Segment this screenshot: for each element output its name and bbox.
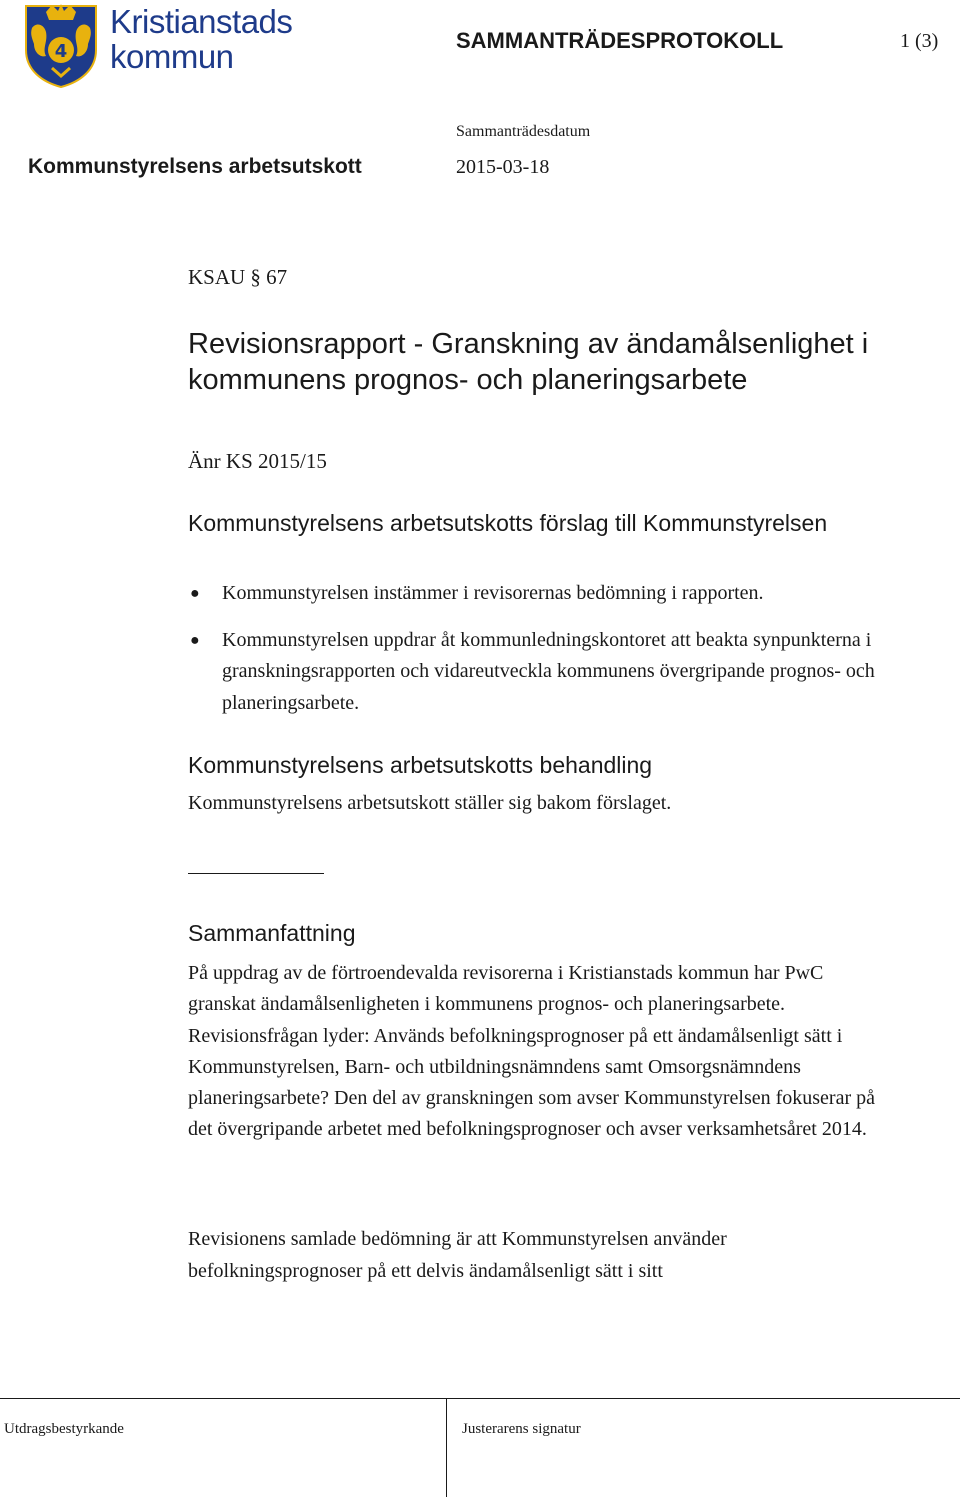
document-type: SAMMANTRÄDESPROTOKOLL bbox=[456, 28, 784, 53]
summary-heading: Sammanfattning bbox=[188, 920, 356, 946]
certification-label: Utdragsbestyrkande bbox=[4, 1421, 124, 1437]
adjuster-signature-label: Justerarens signatur bbox=[462, 1421, 581, 1437]
meeting-date-label: Sammanträdesdatum bbox=[456, 123, 591, 140]
logo-text-line2: kommun bbox=[110, 38, 234, 75]
bullet-icon: ● bbox=[190, 585, 200, 602]
municipality-logo bbox=[22, 2, 312, 92]
proposal-list bbox=[188, 578, 888, 734]
page-title: Revisionsrapport - Granskning av ändamålsenlighet i kommunens prognos- och planeringsarbete bbox=[188, 328, 869, 396]
section-divider bbox=[188, 873, 324, 874]
page-number: 1 (3) bbox=[900, 30, 939, 52]
summary-paragraph: På uppdrag av de förtroendevalda revisorerna i Kristianstads kommun har PwC granskat ändamålsenligheten i kommunens prognos- och planeringsarbete. Revisionsfrågan lyder: Används befolkningsprognoser på ett ändamålsenligt sätt i Kommunstyrelsen, Barn- och utbildningsnämndens samt Omsorgsnämndens planeringsarbete? Den del av granskningen som avser Kommunstyrelsen fokuserar på det övergripande arbetet med befolkningsprognoser och avser verksamhetsåret 2014. bbox=[188, 962, 876, 1141]
list-item-text: Kommunstyrelsen instämmer i revisorernas bedömning i rapporten. bbox=[222, 582, 764, 604]
list-item bbox=[188, 578, 888, 610]
footer-divider bbox=[0, 1398, 960, 1399]
proposal-heading: Kommunstyrelsens arbetsutskotts förslag till Kommunstyrelsen bbox=[188, 510, 828, 536]
svg-text:4: 4 bbox=[54, 41, 68, 62]
section-number: KSAU § 67 bbox=[188, 265, 288, 289]
footer-column-divider bbox=[446, 1398, 447, 1497]
committee-name: Kommunstyrelsens arbetsutskott bbox=[28, 155, 362, 178]
coat-of-arms-icon bbox=[22, 2, 100, 88]
bullet-icon: ● bbox=[190, 631, 200, 649]
list-item-text: Kommunstyrelsen uppdrar åt kommunledningskontoret att beakta synpunkterna i granskningsrapporten och vidareutveckla kommunens övergripande prognos- och planeringsarbete. bbox=[222, 628, 875, 714]
logo-wordmark bbox=[110, 4, 292, 74]
summary-paragraph: Revisionens samlade bedömning är att Kommunstyrelsen använder befolkningsprognoser på ett delvis ändamålsenligt sätt i sitt bbox=[188, 1228, 727, 1282]
treatment-text: Kommunstyrelsens arbetsutskott ställer sig bakom förslaget. bbox=[188, 792, 672, 814]
case-number: Änr KS 2015/15 bbox=[188, 449, 327, 473]
meeting-date: 2015-03-18 bbox=[456, 156, 550, 178]
list-item bbox=[188, 625, 888, 720]
treatment-heading: Kommunstyrelsens arbetsutskotts behandling bbox=[188, 752, 653, 778]
logo-text-line1: Kristianstads bbox=[110, 3, 293, 40]
